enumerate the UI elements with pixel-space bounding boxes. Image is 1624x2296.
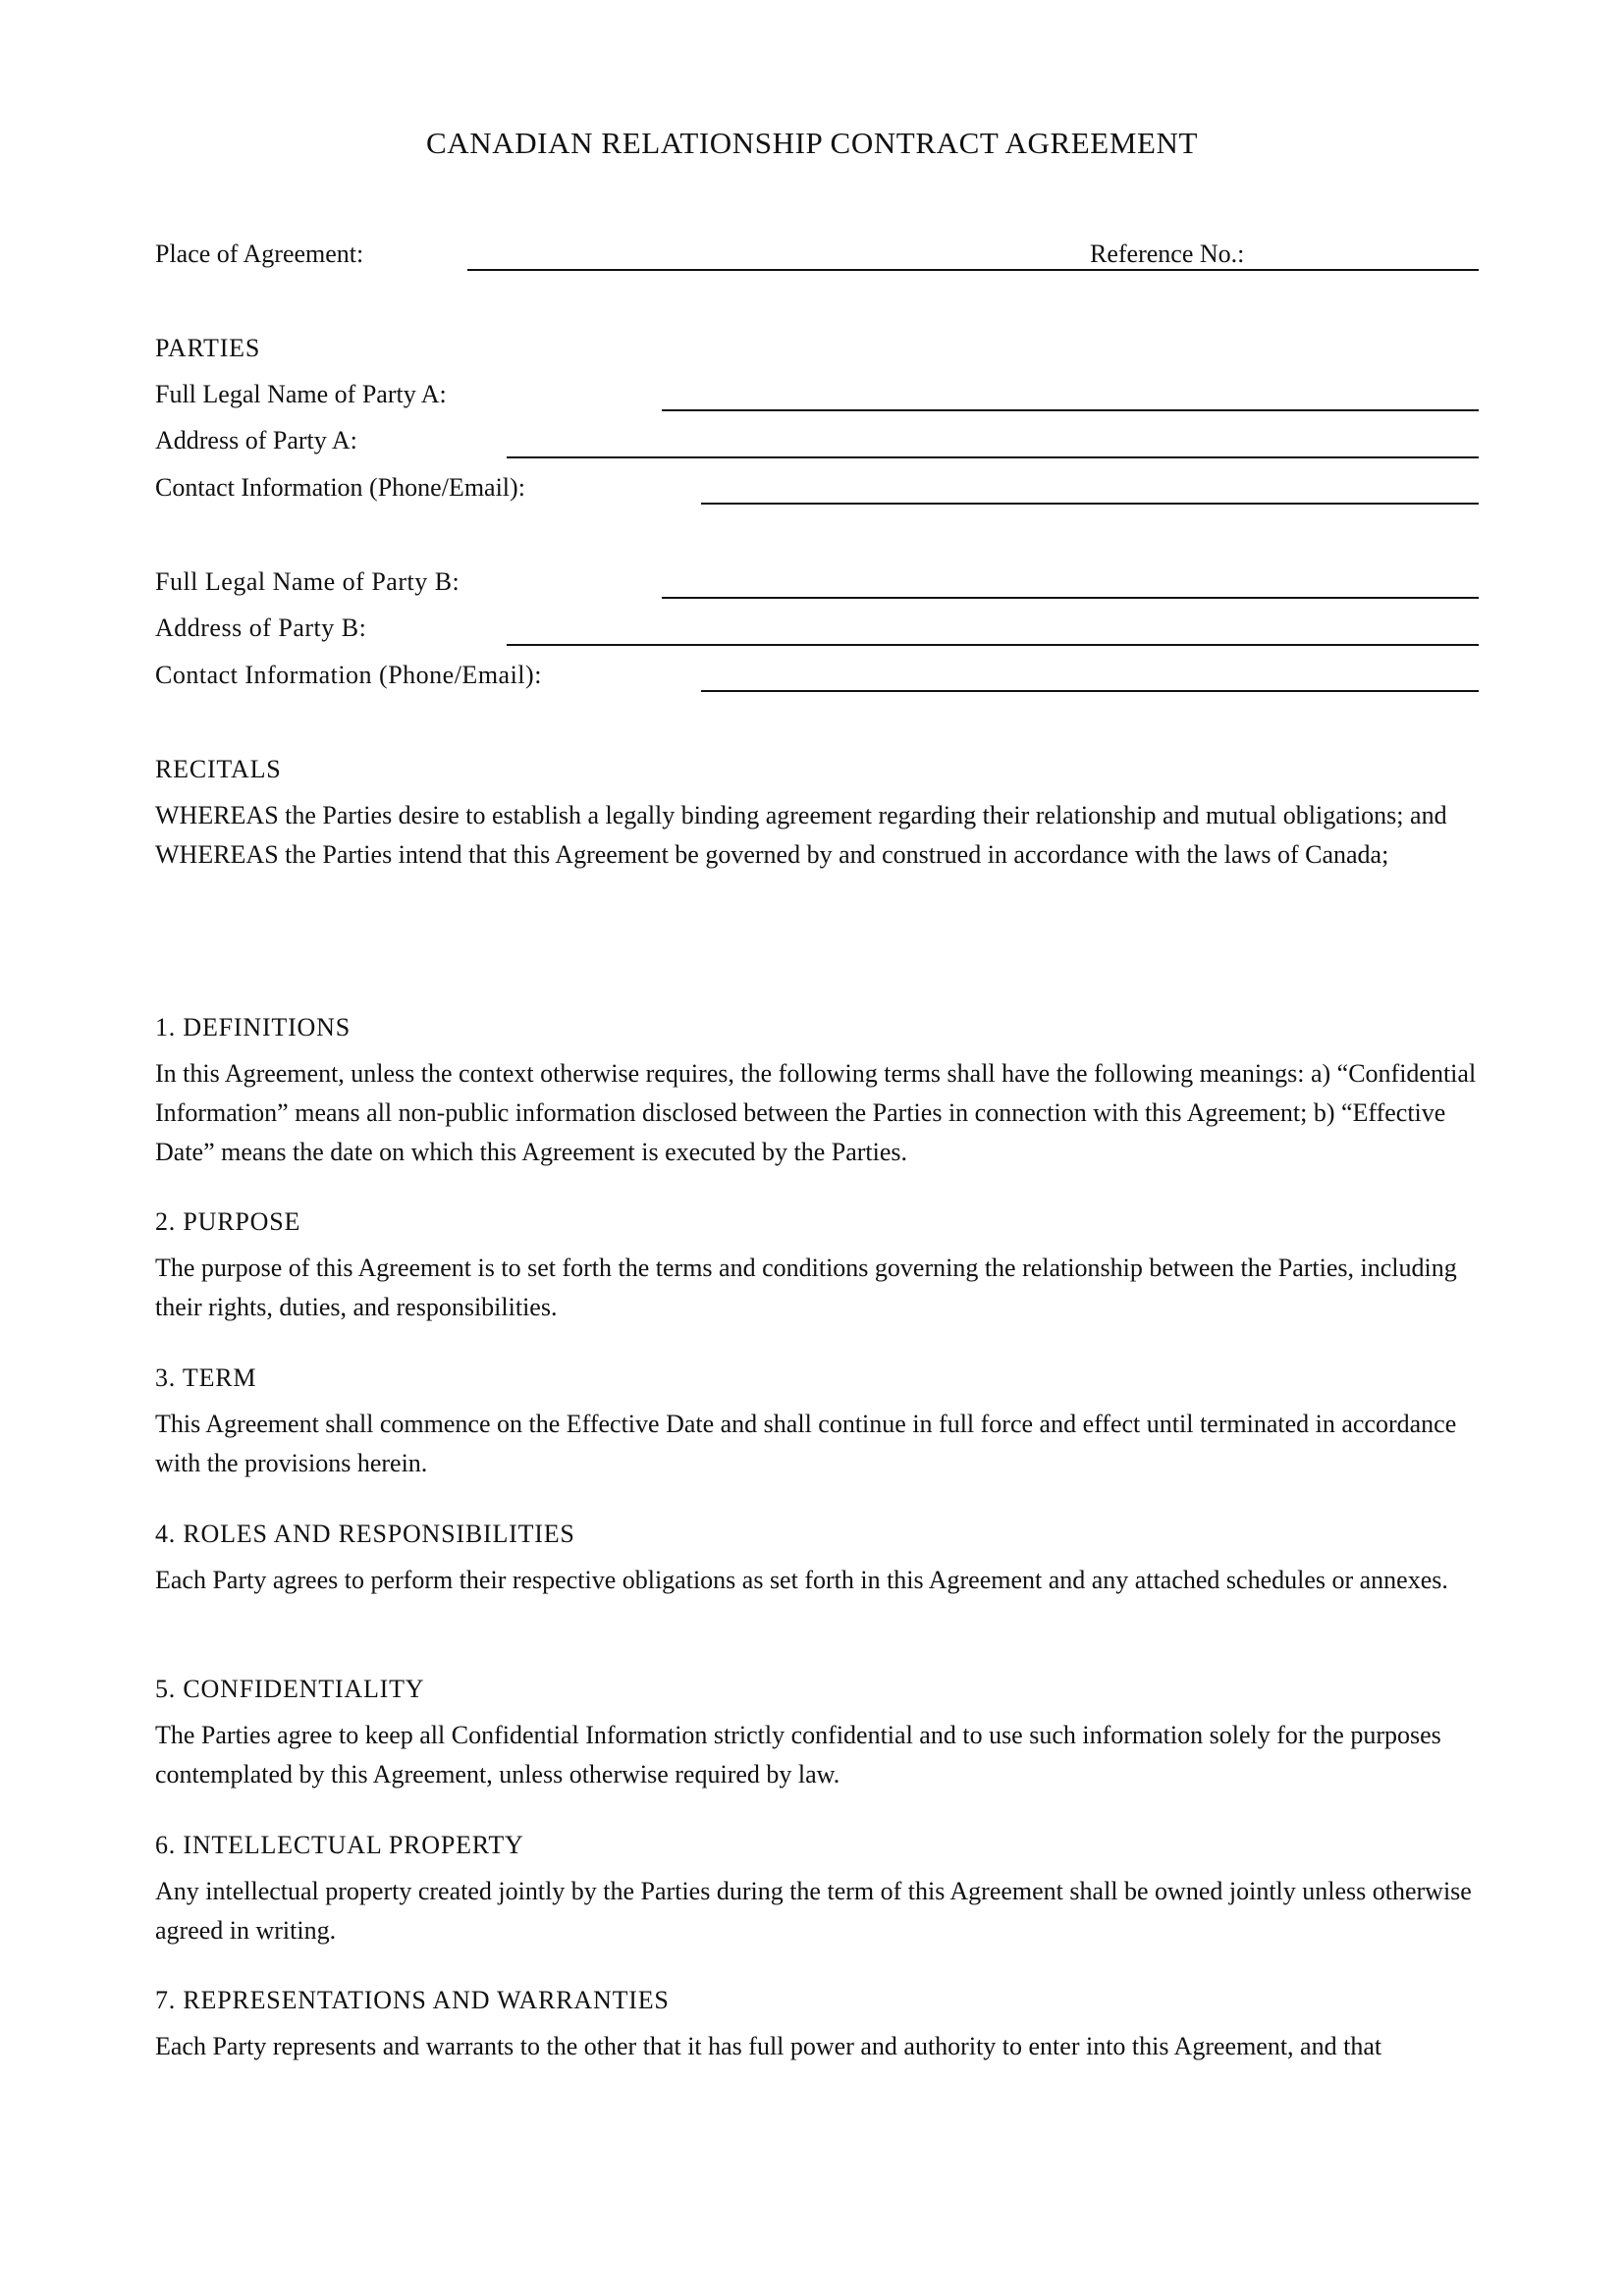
place-of-agreement-field[interactable] [467,269,1479,271]
section-heading-intellectual-property: 6. INTELLECTUAL PROPERTY [155,1831,524,1859]
section-text-roles: Each Party agrees to perform their respective obligations as set forth in this Agreement and any attached schedules or annexes. [155,1566,1448,1594]
party-a-contact-label: Contact Information (Phone/Email): [155,473,525,502]
party-b-name-label: Full Legal Name of Party B: [155,567,460,596]
section-heading-term: 3. TERM [155,1363,257,1392]
section-text-confidentiality: The Parties agree to keep all Confidential Information strictly confidential and to use such information solely for the purposes contemplated by this Agreement, unless otherwise required by law. [155,1721,1441,1789]
parties-heading: PARTIES [155,334,261,362]
party-a-contact-field[interactable] [701,503,1479,505]
place-of-agreement-label: Place of Agreement: [155,240,364,268]
section-heading-purpose: 2. PURPOSE [155,1207,301,1236]
section-heading-confidentiality: 5. CONFIDENTIALITY [155,1675,425,1703]
section-text-term: This Agreement shall commence on the Effective Date and shall continue in full force and effect until terminated in accordance with the provisions herein. [155,1410,1457,1477]
party-a-name-label: Full Legal Name of Party A: [155,380,447,408]
section-heading-representations: 7. REPRESENTATIONS AND WARRANTIES [155,1986,670,2014]
party-a-name-field[interactable] [662,409,1479,411]
party-a-address-label: Address of Party A: [155,426,357,454]
reference-no-label: Reference No.: [1090,240,1245,268]
section-heading-definitions: 1. DEFINITIONS [155,1013,351,1041]
party-a-address-field[interactable] [507,456,1479,458]
section-text-representations: Each Party represents and warrants to the other that it has full power and authority to enter into this Agreement, and that [155,2032,1382,2060]
section-text-definitions: In this Agreement, unless the context otherwise requires, the following terms shall have the following meanings: a) “Confidential Information” means all non-public information disclosed between the Parties in connection with this Agreement; b) “Effective Date” means the date on which this Agreement is executed by the Parties. [155,1059,1477,1166]
section-text-intellectual-property: Any intellectual property created jointly by the Parties during the term of this Agreement shall be owned jointly unless otherwise agreed in writing. [155,1877,1472,1945]
party-b-contact-field[interactable] [701,690,1479,692]
section-text-purpose: The purpose of this Agreement is to set forth the terms and conditions governing the relationship between the Parties, including their rights, duties, and responsibilities. [155,1254,1457,1321]
section-heading-roles: 4. ROLES AND RESPONSIBILITIES [155,1520,575,1548]
party-b-name-field[interactable] [662,597,1479,599]
recitals-heading: RECITALS [155,755,282,783]
party-b-contact-label: Contact Information (Phone/Email): [155,661,542,689]
party-b-address-field[interactable] [507,644,1479,646]
recitals-text: WHEREAS the Parties desire to establish a legally binding agreement regarding their relationship and mutual obligations; and WHEREAS the Parties intend that this Agreement be governed by and construed in accordance with the laws of Canada; [155,801,1447,869]
party-b-address-label: Address of Party B: [155,614,367,642]
document-title: CANADIAN RELATIONSHIP CONTRACT AGREEMENT [425,126,1199,160]
